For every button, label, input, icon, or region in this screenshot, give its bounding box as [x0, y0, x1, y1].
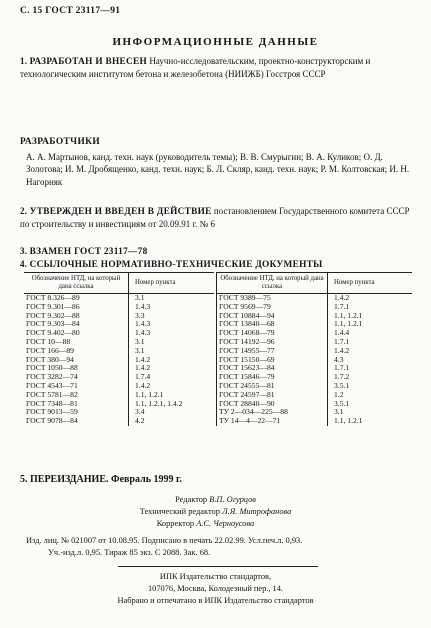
tech-editor-role: Технический редактор — [139, 507, 220, 516]
refs-item-cell: 1.4.2 — [135, 354, 151, 364]
refs-item-cell: 1.7.2 — [334, 372, 350, 382]
section-3-label: ВЗАМЕН ГОСТ 23117—78 — [29, 247, 148, 257]
refs-item-cell: 3.1 — [135, 293, 145, 302]
refs-item-cell: 3.3 — [135, 310, 145, 320]
developers-heading: РАЗРАБОТЧИКИ — [20, 137, 101, 147]
refs-item-cell: 1.4.3 — [135, 328, 151, 338]
refs-doc-cell: ГОСТ 15846—79 — [217, 373, 328, 382]
refs-doc-cell: ГОСТ 7348—81 — [24, 400, 129, 409]
publisher-line-2: 107076, Москва, Колодезный пер., 14. — [147, 584, 284, 593]
refs-doc-cell: ГОСТ 10884—94 — [217, 312, 328, 321]
refs-item-cell: 1.4.2 — [135, 380, 151, 390]
refs-item-cell: 3.1 — [334, 407, 344, 417]
section-2 — [20, 205, 418, 231]
refs-item-cell: 1.4.2 — [334, 293, 350, 302]
refs-item-cell: 1.1, 1.2.1 — [334, 310, 363, 320]
publishing-line-1: Изд. лиц. № 021007 от 10.08.95. Подписано в печать 22.02.99. Усл.печ.л. 0,93. — [26, 536, 303, 545]
refs-item-cell: 1.4.2 — [334, 345, 350, 355]
refs-doc-cell: ГОСТ 166—89 — [24, 347, 129, 356]
section-2-number: 2. — [20, 206, 28, 216]
refs-doc-cell: ГОСТ 14192—96 — [217, 338, 328, 347]
editor-role: Редактор — [175, 495, 208, 504]
refs-doc-cell: ГОСТ 3282—74 — [24, 373, 129, 382]
refs-table-right — [216, 272, 412, 426]
page-header: С. 15 ГОСТ 23117—91 — [20, 6, 121, 16]
refs-doc-cell: ГОСТ 9389—75 — [217, 294, 328, 303]
refs-item-cell: 3.4 — [135, 407, 145, 417]
developers-list: А. А. Мартынов, канд. техн. наук (руководитель темы); В. В. Смурыгин; В. А. Куликов; О. Д. Золотова; И. М. Дробященко, канд. техн. наук; Б. Л. Скляр, канд. техн. наук; Р. М. Колтовская; И. Н. Нагорняк — [26, 152, 410, 187]
section-4-label: ССЫЛОЧНЫЕ НОРМАТИВНО-ТЕХНИЧЕСКИЕ ДОКУМЕНТЫ — [29, 260, 323, 270]
section-1-number: 1. — [20, 56, 28, 66]
refs-doc-cell: ГОСТ 4543—71 — [24, 382, 129, 391]
refs-item-cell: 1.1, 1.2.1 — [135, 389, 164, 399]
refs-row — [217, 417, 413, 426]
section-5: 5. ПЕРЕИЗДАНИЕ. Февраль 1999 г. — [20, 474, 182, 485]
refs-row — [24, 417, 214, 426]
refs-doc-cell: ГОСТ 10—88 — [24, 338, 129, 347]
refs-doc-cell: ГОСТ 15623—84 — [217, 364, 328, 373]
refs-item-cell: 4.3 — [334, 354, 344, 364]
refs-doc-cell: ГОСТ 9569—79 — [217, 303, 328, 312]
refs-item-cell: 1.4.4 — [334, 328, 350, 338]
refs-item-cell: 1.7.1 — [334, 301, 350, 311]
refs-doc-cell: ГОСТ 24555—81 — [217, 382, 328, 391]
refs-item-cell: 3.5.1 — [334, 398, 350, 408]
section-4-number: 4. — [20, 259, 28, 269]
refs-doc-cell: ГОСТ 24597—81 — [217, 391, 328, 400]
refs-item-cell: 1.4.3 — [135, 301, 151, 311]
refs-doc-cell: ГОСТ 380—94 — [24, 356, 129, 365]
refs-doc-cell: ГОСТ 9.402—80 — [24, 329, 129, 338]
editor-line — [0, 495, 431, 504]
section-1 — [20, 55, 418, 81]
refs-doc-cell: ГОСТ 5781—82 — [24, 391, 129, 400]
section-1-text: Научно-исследовательским, проектно-конструкторским и технологическим институтом бетона и железобетона (НИИЖБ) Госстроя СССР — [20, 56, 371, 80]
refs-doc-cell: ГОСТ 14068—79 — [217, 329, 328, 338]
refs-right-col-item-header: Номер пункта — [328, 273, 413, 294]
refs-doc-cell: ГОСТ 15150—69 — [217, 356, 328, 365]
refs-item-cell: 1.4.3 — [135, 319, 151, 329]
refs-item-cell: 3.1 — [135, 345, 145, 355]
section-2-text: постановлением Государственного комитета СССР по строительству и инвестициям от 20.09.91 г. № 6 — [20, 206, 410, 230]
refs-doc-cell: ГОСТ 9.302—88 — [24, 312, 129, 321]
refs-doc-cell: ГОСТ 9.301—86 — [24, 303, 129, 312]
refs-item-cell: 1.7.1 — [334, 363, 350, 373]
corrector-role: Корректор — [156, 519, 195, 528]
refs-doc-cell: ГОСТ 9013—59 — [24, 408, 129, 417]
refs-doc-cell: ТУ 14—4—22—71 — [217, 417, 328, 426]
publisher-line-1: ИПК Издательство стандартов, — [159, 572, 272, 581]
corrector-line — [0, 519, 421, 528]
page-title: ИНФОРМАЦИОННЫЕ ДАННЫЕ — [112, 36, 319, 48]
section-2-label: УТВЕРЖДЕН И ВВЕДЕН В ДЕЙСТВИЕ — [29, 207, 212, 217]
refs-item-cell: 3.1 — [135, 336, 145, 346]
corrector-name: А.С. Черноусова — [196, 519, 255, 528]
refs-doc-cell: ГОСТ 13840—68 — [217, 320, 328, 329]
refs-left-col-item-header: Номер пункта — [129, 273, 215, 294]
publishing-line-2: Уч.-изд.л. 0,95. Тираж 85 экз. С 2088. Зак. 68. — [48, 548, 211, 557]
refs-item-cell: 1.1, 1.2.1, 1.4.2 — [135, 398, 183, 408]
refs-item-cell: 1.4.2 — [135, 363, 151, 373]
refs-item-cell: 4.2 — [135, 416, 145, 426]
refs-doc-cell: ГОСТ 9078—84 — [24, 417, 129, 426]
refs-doc-cell: ГОСТ 1050—88 — [24, 364, 129, 373]
section-3-number: 3. — [20, 246, 28, 256]
section-3 — [20, 245, 418, 258]
refs-item-cell: 1.7.1 — [334, 336, 350, 346]
refs-item-cell: 1.1, 1.2.1 — [334, 416, 363, 426]
tech-editor-line — [0, 507, 431, 516]
section-4 — [20, 258, 418, 271]
refs-doc-cell: ТУ 2—034—225—88 — [217, 408, 328, 417]
refs-item-cell: 1.1, 1.2.1 — [334, 319, 363, 329]
divider — [118, 566, 318, 567]
refs-doc-cell: ГОСТ 8.326—89 — [24, 294, 129, 303]
refs-doc-cell: ГОСТ 28840—90 — [217, 400, 328, 409]
refs-item-cell: 1.2 — [334, 389, 344, 399]
editor-name: В.П. Огурцов — [209, 495, 256, 504]
refs-right-col-doc-header: Обозначение НТД, на который дана ссылка — [217, 273, 328, 294]
refs-doc-cell: ГОСТ 14955—77 — [217, 347, 328, 356]
refs-item-cell: 1.7.4 — [135, 372, 151, 382]
section-1-label: РАЗРАБОТАН И ВНЕСЕН — [29, 57, 148, 67]
publisher-line-3: Набрано и отпечатано в ИПК Издательство стандартов — [117, 596, 314, 605]
tech-editor-name: Л.Я. Митрофанова — [222, 507, 292, 516]
refs-left-col-doc-header: Обозначение НТД, на который дана ссылка — [24, 273, 129, 294]
refs-table-left — [24, 272, 214, 426]
refs-item-cell: 3.5.1 — [334, 380, 350, 390]
refs-doc-cell: ГОСТ 9.303—84 — [24, 320, 129, 329]
